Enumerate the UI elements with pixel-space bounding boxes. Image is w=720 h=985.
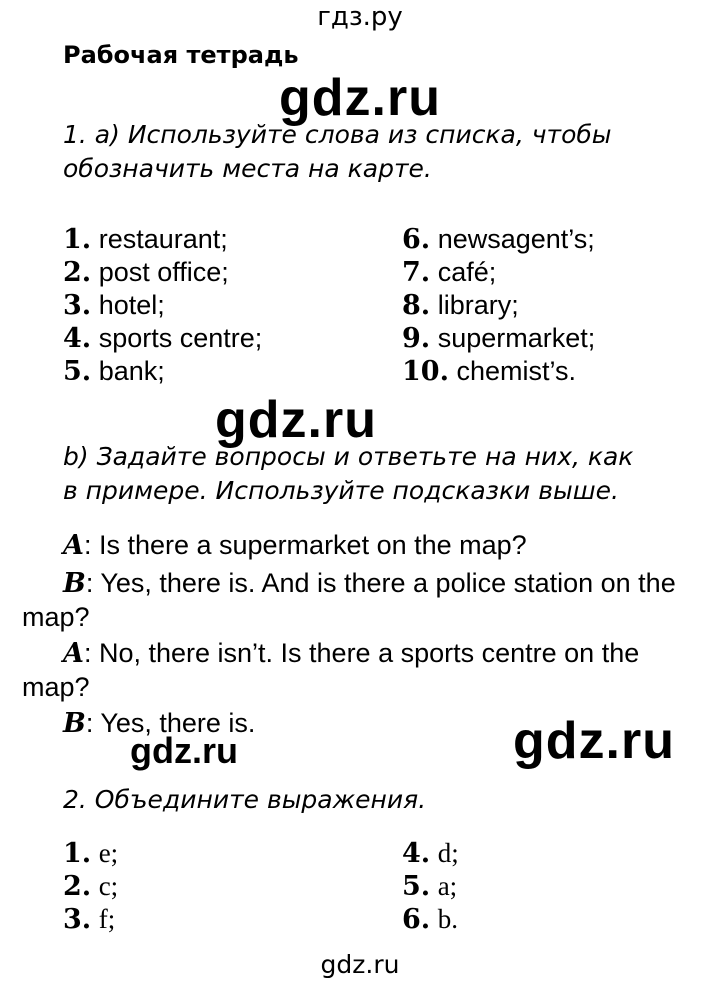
list-item xyxy=(63,223,228,256)
item-text: d; xyxy=(437,838,459,868)
item-number: 3. xyxy=(63,904,92,935)
item-number: 8. xyxy=(402,290,431,321)
item-text: newsagent’s; xyxy=(437,224,595,254)
item-text: sports centre; xyxy=(98,323,263,353)
list-item xyxy=(63,322,262,355)
answer-item xyxy=(402,837,459,870)
item-number: 1. xyxy=(63,838,92,869)
speaker-label: B xyxy=(63,568,86,599)
instruction-line: 1. a) Используйте слова из списка, чтобы xyxy=(63,120,612,149)
watermark-gdz-1: gdz.ru xyxy=(279,69,441,127)
item-text: library; xyxy=(437,290,519,320)
item-number: 1. xyxy=(63,224,92,255)
list-item xyxy=(402,355,576,388)
item-text: f; xyxy=(98,904,116,934)
watermark-gdz-small: gdz.ru xyxy=(130,730,238,771)
item-number: 6. xyxy=(402,224,431,255)
dialog-line xyxy=(63,706,255,741)
item-text: bank; xyxy=(98,356,165,386)
speaker-label: A xyxy=(63,638,84,669)
item-number: 2. xyxy=(63,257,92,288)
list-item xyxy=(63,289,165,322)
list-item xyxy=(402,289,519,322)
answer-item xyxy=(63,837,118,870)
answer-item xyxy=(63,903,115,936)
list-item xyxy=(402,322,595,355)
speaker-label: A xyxy=(63,530,84,561)
item-text: post office; xyxy=(98,257,229,287)
item-text: b. xyxy=(437,904,458,934)
item-text: chemist’s. xyxy=(456,356,577,386)
dialog-text: : Yes, there is. xyxy=(85,708,256,738)
instruction-line: обозначить места на карте. xyxy=(63,154,432,183)
answer-item xyxy=(63,870,118,903)
item-number: 10. xyxy=(402,356,449,387)
item-number: 7. xyxy=(402,257,431,288)
list-item xyxy=(402,223,595,256)
item-text: e; xyxy=(98,838,119,868)
item-number: 5. xyxy=(402,871,431,902)
dialog-continuation: map? xyxy=(22,602,90,632)
item-text: c; xyxy=(98,871,119,901)
item-text: café; xyxy=(437,257,497,287)
list-item xyxy=(402,256,496,289)
instruction-line: в примере. Используйте подсказки выше. xyxy=(63,476,619,505)
dialog-text: : Yes, there is. And is there a police station on the xyxy=(85,568,676,598)
dialog-text: : No, there isn’t. Is there a sports centre on the xyxy=(83,638,640,668)
exercise1b-instruction xyxy=(63,440,633,508)
speaker-label: B xyxy=(63,708,86,739)
item-number: 9. xyxy=(402,323,431,354)
item-number: 4. xyxy=(402,838,431,869)
list-item xyxy=(63,256,229,289)
dialog-line xyxy=(63,566,676,601)
page-title: Рабочая тетрадь xyxy=(63,41,299,69)
item-number: 5. xyxy=(63,356,92,387)
item-text: supermarket; xyxy=(437,323,596,353)
dialog-line xyxy=(63,528,527,563)
exercise1a-instruction xyxy=(63,118,612,186)
answer-item xyxy=(402,903,458,936)
watermark-gdz-2: gdz.ru xyxy=(215,391,377,449)
item-number: 2. xyxy=(63,871,92,902)
dialog-text: : Is there a supermarket on the map? xyxy=(83,530,527,560)
exercise2-instruction: 2. Объедините выражения. xyxy=(63,785,427,814)
watermark-gdz-3: gdz.ru xyxy=(513,712,675,770)
list-item xyxy=(63,355,165,388)
answer-item xyxy=(402,870,457,903)
dialog-continuation: map? xyxy=(22,672,90,702)
item-number: 3. xyxy=(63,290,92,321)
item-number: 6. xyxy=(402,904,431,935)
item-text: restaurant; xyxy=(98,224,228,254)
item-number: 4. xyxy=(63,323,92,354)
instruction-line: b) Задайте вопросы и ответьте на них, как xyxy=(63,442,634,471)
item-text: hotel; xyxy=(98,290,165,320)
footer-watermark: gdz.ru xyxy=(320,950,400,979)
header-watermark: гдз.ру xyxy=(317,2,403,32)
dialog-line xyxy=(63,636,639,671)
item-text: a; xyxy=(437,871,458,901)
